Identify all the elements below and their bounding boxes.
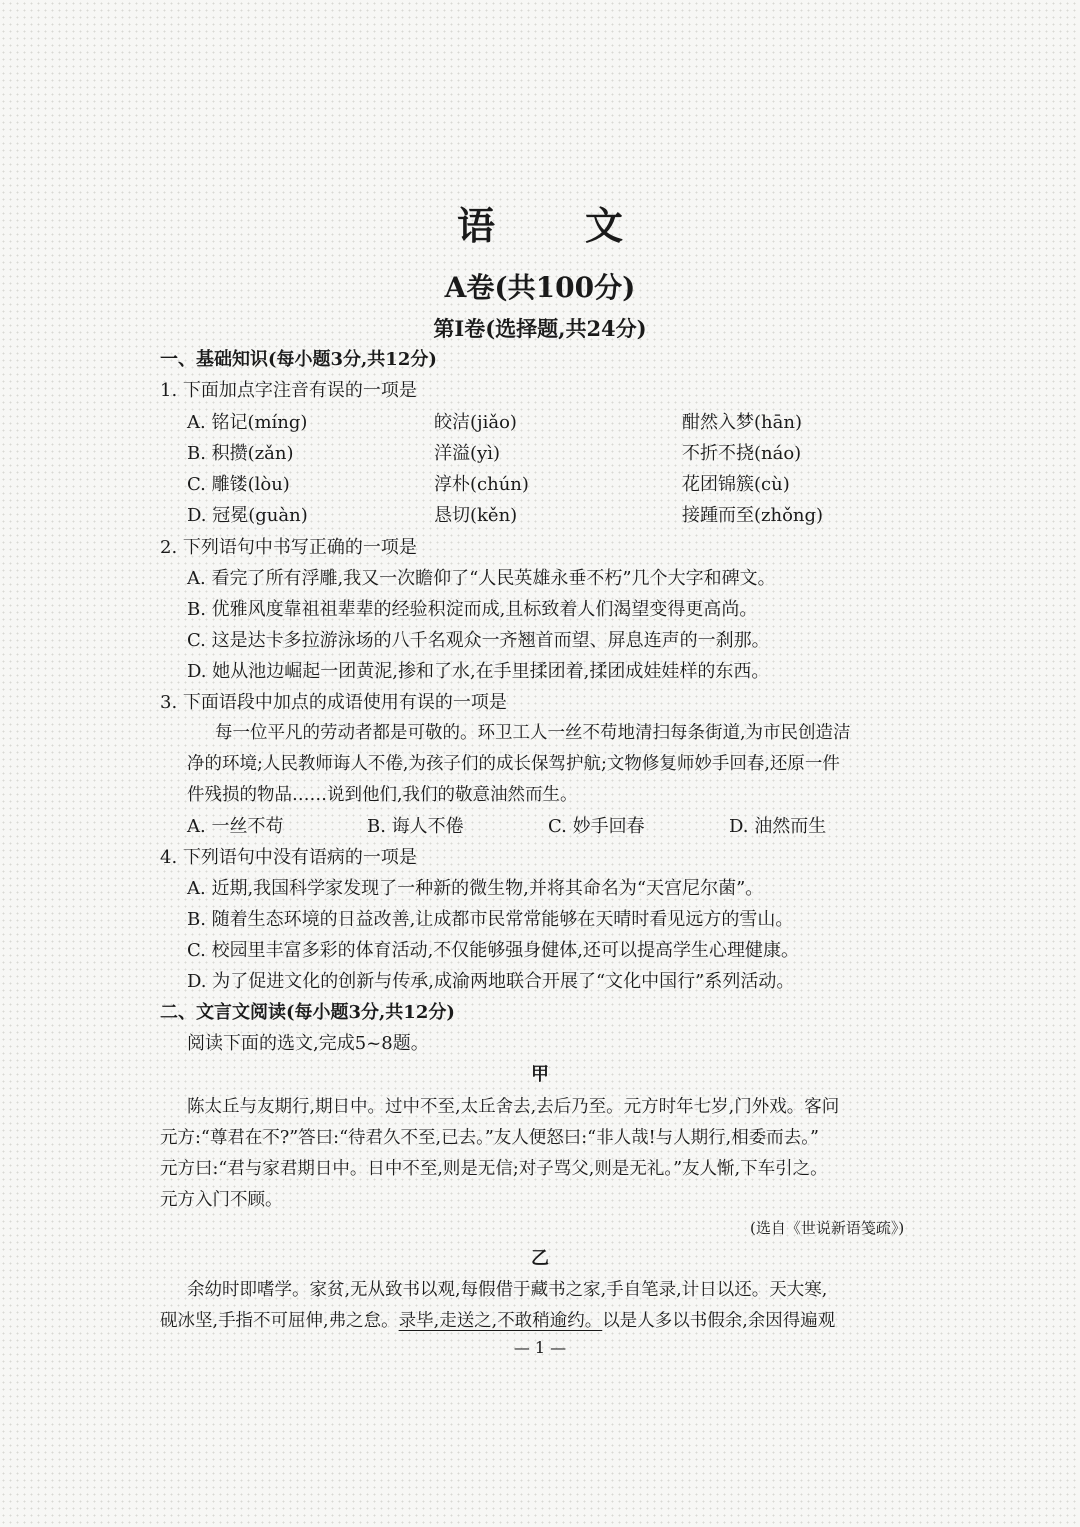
passage-yi-line: 余幼时即嗜学。家贫,无从致书以观,每假借于藏书之家,手自笔录,计日以还。天大寒,: [187, 1280, 828, 1300]
q1-option: 不折不挠(náo): [682, 443, 802, 464]
q1-option: 皎洁(jiǎo): [434, 412, 517, 433]
page-number: — 1 —: [513, 1338, 567, 1357]
q1-option: 接踵而至(zhǒng): [682, 505, 824, 526]
q3-passage-line: 件残损的物品……说到他们,我们的敬意油然而生。: [187, 785, 578, 805]
passage-jia-source: (选自《世说新语笺疏》): [750, 1219, 905, 1237]
section1-heading: 一、基础知识(每小题3分,共12分): [160, 349, 437, 370]
q3-option: B. 诲人不倦: [367, 816, 464, 837]
q1-option: 恳切(kěn): [434, 505, 518, 526]
q1-stem: 1. 下面加点字注音有误的一项是: [160, 380, 417, 401]
q1-option: 花团锦簇(cù): [682, 474, 790, 495]
q1-option: 酣然入梦(hān): [682, 412, 802, 433]
q1-option: B. 积攒(zǎn): [187, 443, 294, 464]
passage-yi-line: [160, 1307, 835, 1332]
q1-option: C. 雕镂(lòu): [187, 474, 290, 495]
section2-heading: 二、文言文阅读(每小题3分,共12分): [160, 1002, 455, 1023]
q3-option: A. 一丝不苟: [187, 816, 284, 837]
section2-instruction: 阅读下面的选文,完成5~8题。: [187, 1033, 429, 1054]
q4-option: B. 随着生态环境的日益改善,让成都市民常常能够在天晴时看见远方的雪山。: [187, 909, 794, 930]
q3-option: D. 油然而生: [729, 816, 827, 837]
passage-yi-text: 以是人多以书假余,余因得遍观: [602, 1311, 836, 1331]
passage-jia-line: 元方:“尊君在不?”答曰:“待君久不至,已去。”友人便怒曰:“非人哉!与人期行,相委而去。”: [160, 1128, 819, 1148]
q4-option: A. 近期,我国科学家发现了一种新的微生物,并将其命名为“天宫尼尔菌”。: [187, 878, 764, 899]
passage-yi-label: 乙: [531, 1248, 549, 1269]
passage-jia-line: 元方入门不顾。: [160, 1190, 283, 1210]
q2-option: D. 她从池边崛起一团黄泥,掺和了水,在手里揉团着,揉团成娃娃样的东西。: [187, 661, 770, 682]
q2-option: C. 这是达卡多拉游泳场的八千名观众一齐翘首而望、屏息连声的一刹那。: [187, 630, 770, 651]
q2-option: B. 优雅风度靠祖祖辈辈的经验积淀而成,且标致着人们渴望变得更高尚。: [187, 599, 758, 620]
passage-jia-line: 陈太丘与友期行,期日中。过中不至,太丘舍去,去后乃至。元方时年七岁,门外戏。客问: [187, 1097, 840, 1117]
q4-option: D. 为了促进文化的创新与传承,成渝两地联合开展了“文化中国行”系列活动。: [187, 971, 795, 992]
q2-stem: 2. 下列语句中书写正确的一项是: [160, 537, 417, 558]
q3-passage-line: 净的环境;人民教师诲人不倦,为孩子们的成长保驾护航;文物修复师妙手回春,还原一件: [187, 754, 840, 774]
q1-option: A. 铭记(míng): [187, 412, 308, 433]
q2-option: A. 看完了所有浮雕,我又一次瞻仰了“人民英雄永垂不朽”几个大字和碑文。: [187, 568, 776, 589]
q3-option: C. 妙手回春: [548, 816, 645, 837]
q4-stem: 4. 下列语句中没有语病的一项是: [160, 847, 417, 868]
passage-jia-line: 元方曰:“君与家君期日中。日中不至,则是无信;对子骂父,则是无礼。”友人惭,下车引之。: [160, 1159, 828, 1179]
underlined-sentence: 录毕,走送之,不敢稍逾约。: [398, 1311, 603, 1331]
paper-subtitle: A卷(共100分): [444, 271, 636, 304]
page-title: 语文: [456, 203, 713, 248]
q1-option: 淳朴(chún): [434, 474, 529, 495]
q1-option: 洋溢(yì): [434, 443, 500, 464]
q4-option: C. 校园里丰富多彩的体育活动,不仅能够强身健体,还可以提高学生心理健康。: [187, 940, 800, 961]
q3-passage-line: 每一位平凡的劳动者都是可敬的。环卫工人一丝不苟地清扫每条街道,为市民创造洁: [215, 723, 851, 743]
volume-heading: 第Ⅰ卷(选择题,共24分): [433, 316, 647, 341]
passage-jia-label: 甲: [531, 1064, 549, 1085]
q1-option: D. 冠冕(guàn): [187, 505, 308, 526]
q3-stem: 3. 下面语段中加点的成语使用有误的一项是: [160, 692, 507, 713]
passage-yi-text: 砚冰坚,手指不可屈伸,弗之怠。: [160, 1311, 399, 1331]
